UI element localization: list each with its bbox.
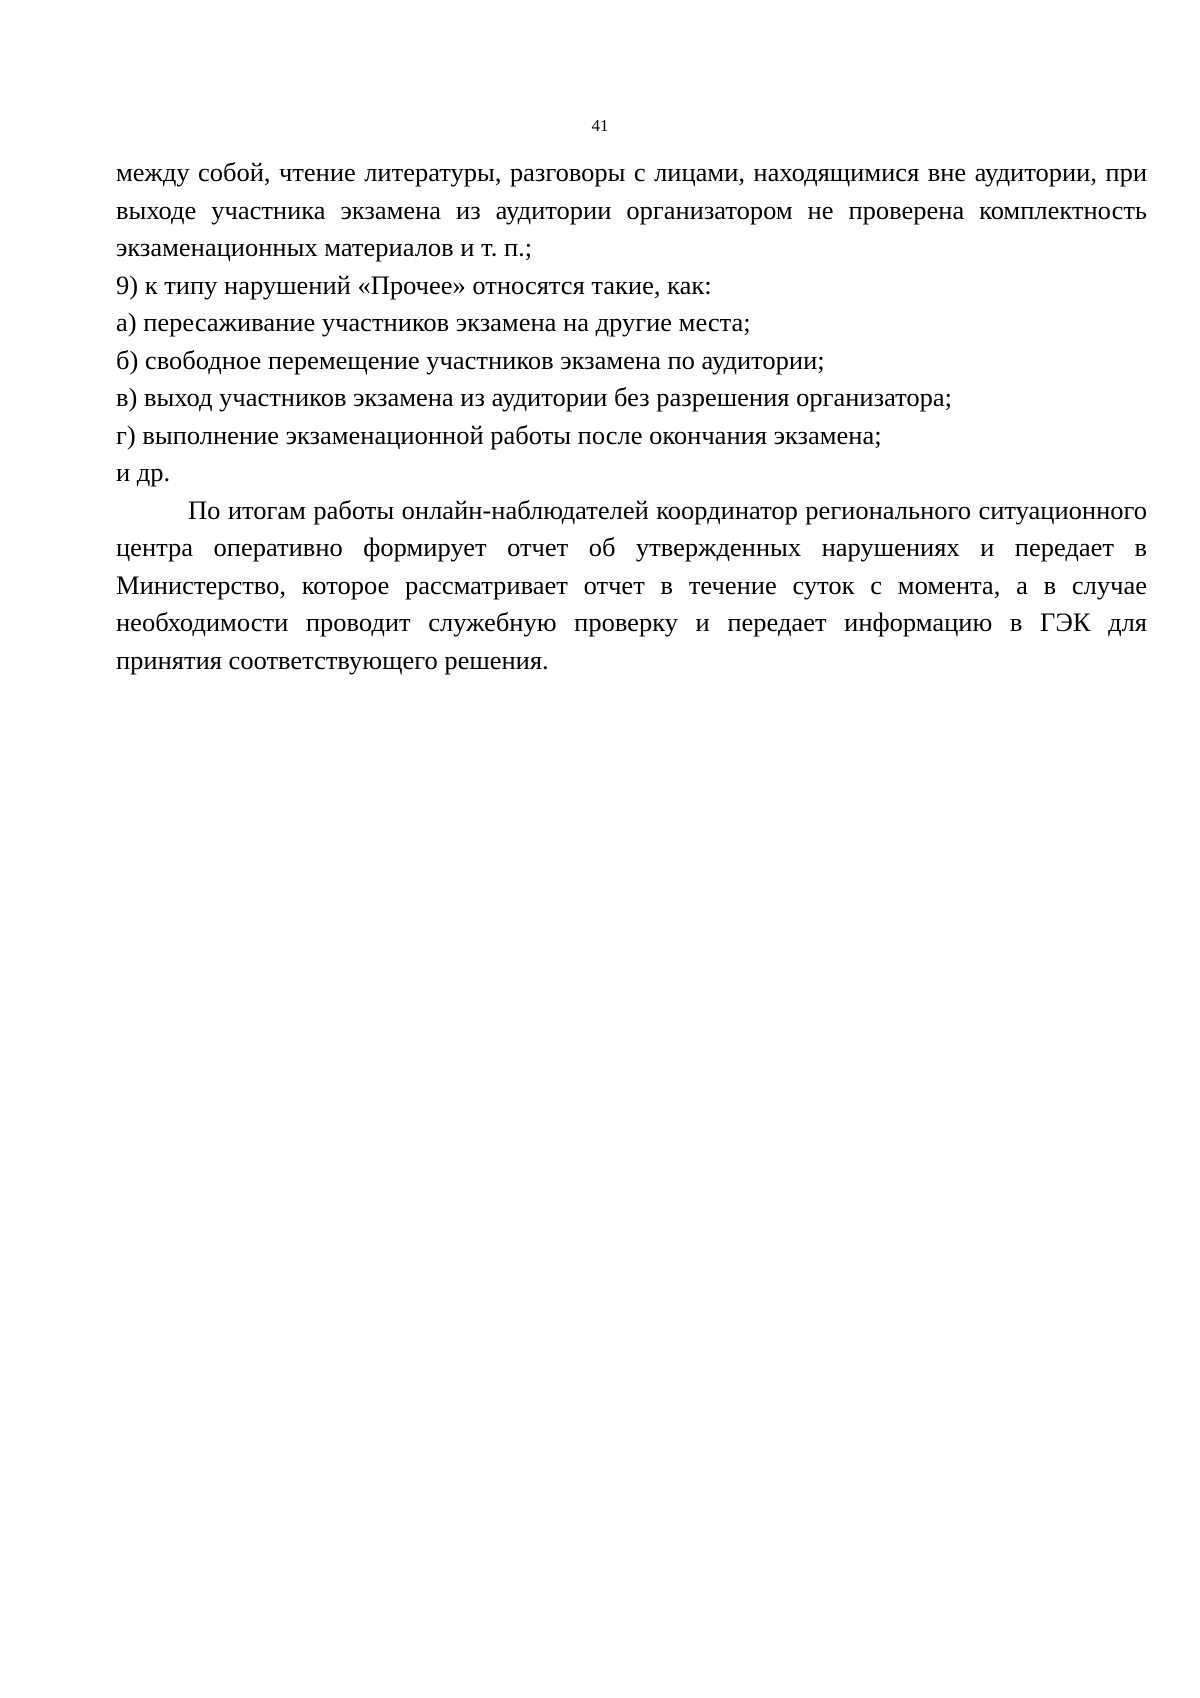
list-item-b: б) свободное перемещение участников экзамена по аудитории; [116,344,825,375]
list-item-9: 9) к типу нарушений «Прочее» относятся такие, как: [116,269,712,300]
page-number: 41 [591,116,609,135]
paragraph-etc: и др. [116,457,171,487]
page-body [116,154,1147,679]
paragraph-continuation: между собой, чтение литературы, разговоры с лицами, находящимися вне аудитории, при выходе участника экзамена из аудитории организатором не проверена комплектность экзаменационных материалов и т. п.; [116,157,1147,262]
list-item-a: а) пересаживание участников экзамена на другие места; [116,307,751,337]
paragraph-conclusion: По итогам работы онлайн-наблюдателей координатор регионального ситуационного центра оперативно формирует отчет об утвержденных нарушениях и передает в Министерство, которое рассматривает отчет в течение суток с момента, а в случае необходимости проводит служебную проверку и передает информацию в ГЭК для принятия соответствующего решения. [116,494,1147,675]
list-item-v: в) выход участников экзамена из аудитории без разрешения организатора; [116,382,953,412]
list-item-g: г) выполнение экзаменационной работы после окончания экзамена; [116,419,882,450]
